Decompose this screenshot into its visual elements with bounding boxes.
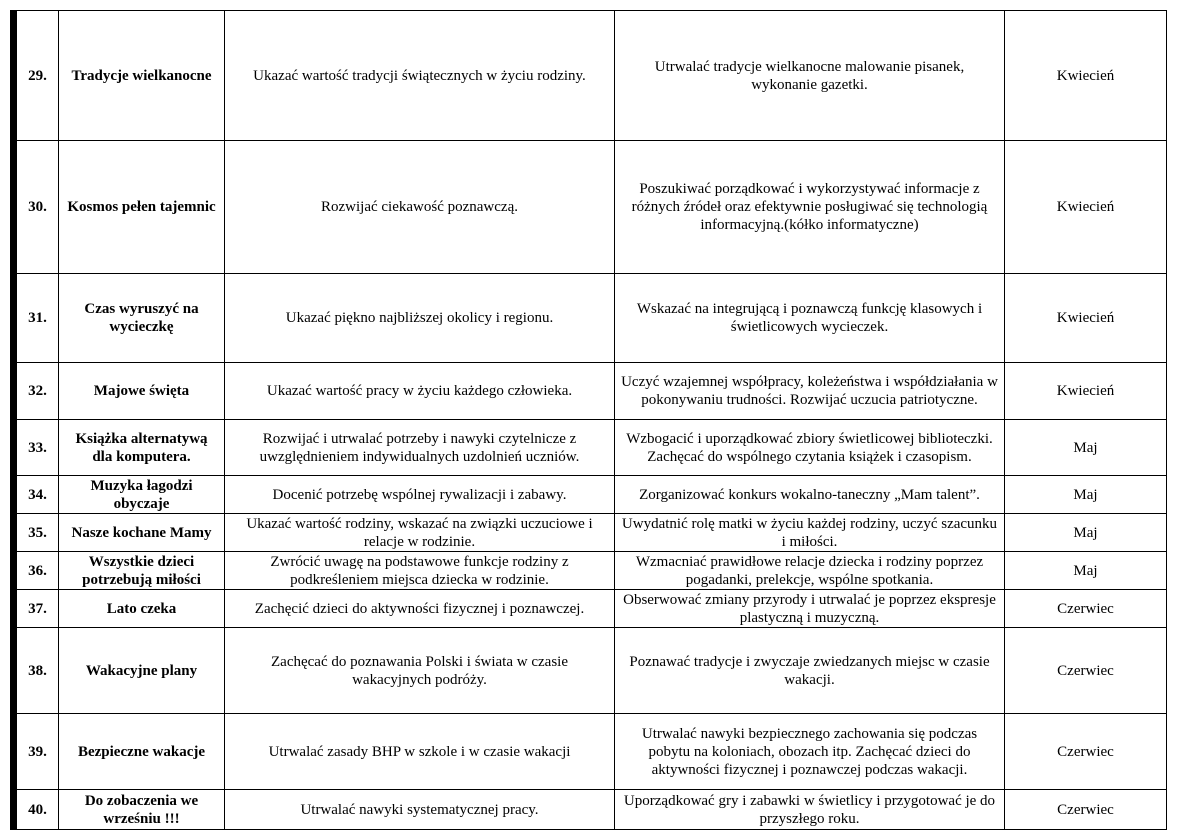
row-tasks: Wskazać na integrującą i poznawczą funkcję klasowych i świetlicowych wycieczek. xyxy=(615,274,1005,363)
row-topic: Nasze kochane Mamy xyxy=(59,514,225,552)
table-row xyxy=(17,514,1167,552)
row-aim: Rozwijać ciekawość poznawczą. xyxy=(225,141,615,274)
table-row xyxy=(17,420,1167,476)
row-month: Kwiecień xyxy=(1005,363,1167,420)
row-topic: Do zobaczenia we wrześniu !!! xyxy=(59,790,225,830)
row-topic: Kosmos pełen tajemnic xyxy=(59,141,225,274)
row-number: 37. xyxy=(17,590,59,628)
row-aim: Ukazać wartość pracy w życiu każdego człowieka. xyxy=(225,363,615,420)
row-month: Czerwiec xyxy=(1005,790,1167,830)
row-topic: Wakacyjne plany xyxy=(59,628,225,714)
row-tasks: Uporządkować gry i zabawki w świetlicy i przygotować je do przyszłego roku. xyxy=(615,790,1005,830)
row-month: Czerwiec xyxy=(1005,714,1167,790)
row-tasks: Poznawać tradycje i zwyczaje zwiedzanych miejsc w czasie wakacji. xyxy=(615,628,1005,714)
row-topic: Książka alternatywą dla komputera. xyxy=(59,420,225,476)
table-row xyxy=(17,141,1167,274)
row-aim: Zwrócić uwagę na podstawowe funkcje rodziny z podkreśleniem miejsca dziecka w rodzinie. xyxy=(225,552,615,590)
row-aim: Docenić potrzebę wspólnej rywalizacji i zabawy. xyxy=(225,476,615,514)
row-number: 36. xyxy=(17,552,59,590)
table-row xyxy=(17,11,1167,141)
row-month: Maj xyxy=(1005,420,1167,476)
row-topic: Majowe święta xyxy=(59,363,225,420)
row-number: 29. xyxy=(17,11,59,141)
row-aim: Zachęcać do poznawania Polski i świata w czasie wakacyjnych podróży. xyxy=(225,628,615,714)
row-number: 38. xyxy=(17,628,59,714)
row-tasks: Wzmacniać prawidłowe relacje dziecka i rodziny poprzez pogadanki, prelekcje, wspólne spotkania. xyxy=(615,552,1005,590)
activity-plan-table xyxy=(16,10,1167,830)
row-aim: Zachęcić dzieci do aktywności fizycznej i poznawczej. xyxy=(225,590,615,628)
row-tasks: Zorganizować konkurs wokalno-taneczny „Mam talent”. xyxy=(615,476,1005,514)
row-month: Kwiecień xyxy=(1005,141,1167,274)
row-tasks: Uwydatnić rolę matki w życiu każdej rodziny, uczyć szacunku i miłości. xyxy=(615,514,1005,552)
row-topic: Bezpieczne wakacje xyxy=(59,714,225,790)
row-topic: Lato czeka xyxy=(59,590,225,628)
row-number: 33. xyxy=(17,420,59,476)
table-row xyxy=(17,552,1167,590)
row-tasks: Uczyć wzajemnej współpracy, koleżeństwa i współdziałania w pokonywaniu trudności. Rozwijać uczucia patriotyczne. xyxy=(615,363,1005,420)
row-aim: Utrwalać zasady BHP w szkole i w czasie wakacji xyxy=(225,714,615,790)
row-aim: Ukazać wartość tradycji świątecznych w życiu rodziny. xyxy=(225,11,615,141)
row-month: Czerwiec xyxy=(1005,590,1167,628)
row-month: Czerwiec xyxy=(1005,628,1167,714)
row-number: 30. xyxy=(17,141,59,274)
row-topic: Czas wyruszyć na wycieczkę xyxy=(59,274,225,363)
row-number: 32. xyxy=(17,363,59,420)
table-row xyxy=(17,590,1167,628)
table-row xyxy=(17,274,1167,363)
row-aim: Rozwijać i utrwalać potrzeby i nawyki czytelnicze z uwzględnieniem indywidualnych uzdolnień uczniów. xyxy=(225,420,615,476)
table-row xyxy=(17,790,1167,830)
row-tasks: Wzbogacić i uporządkować zbiory świetlicowej biblioteczki. Zachęcać do wspólnego czytania książek i czasopism. xyxy=(615,420,1005,476)
row-number: 35. xyxy=(17,514,59,552)
row-month: Kwiecień xyxy=(1005,274,1167,363)
row-topic: Wszystkie dzieci potrzebują miłości xyxy=(59,552,225,590)
row-month: Maj xyxy=(1005,514,1167,552)
row-tasks: Utrwalać nawyki bezpiecznego zachowania się podczas pobytu na koloniach, obozach itp. Zachęcać dzieci do aktywności fizycznej i poznawczej podczas wakacji. xyxy=(615,714,1005,790)
row-number: 39. xyxy=(17,714,59,790)
row-tasks: Utrwalać tradycje wielkanocne malowanie pisanek, wykonanie gazetki. xyxy=(615,11,1005,141)
table-row xyxy=(17,363,1167,420)
table-row xyxy=(17,476,1167,514)
row-month: Maj xyxy=(1005,552,1167,590)
row-topic: Tradycje wielkanocne xyxy=(59,11,225,141)
row-aim: Utrwalać nawyki systematycznej pracy. xyxy=(225,790,615,830)
row-month: Kwiecień xyxy=(1005,11,1167,141)
row-number: 40. xyxy=(17,790,59,830)
row-number: 31. xyxy=(17,274,59,363)
row-month: Maj xyxy=(1005,476,1167,514)
row-topic: Muzyka łagodzi obyczaje xyxy=(59,476,225,514)
table-row xyxy=(17,714,1167,790)
row-number: 34. xyxy=(17,476,59,514)
row-tasks: Obserwować zmiany przyrody i utrwalać je poprzez ekspresje plastyczną i muzyczną. xyxy=(615,590,1005,628)
row-aim: Ukazać piękno najbliższej okolicy i regionu. xyxy=(225,274,615,363)
table-row xyxy=(17,628,1167,714)
row-aim: Ukazać wartość rodziny, wskazać na związki uczuciowe i relacje w rodzinie. xyxy=(225,514,615,552)
row-tasks: Poszukiwać porządkować i wykorzystywać informacje z różnych źródeł oraz efektywnie posługiwać się technologią informacyjną.(kółko informatyczne) xyxy=(615,141,1005,274)
